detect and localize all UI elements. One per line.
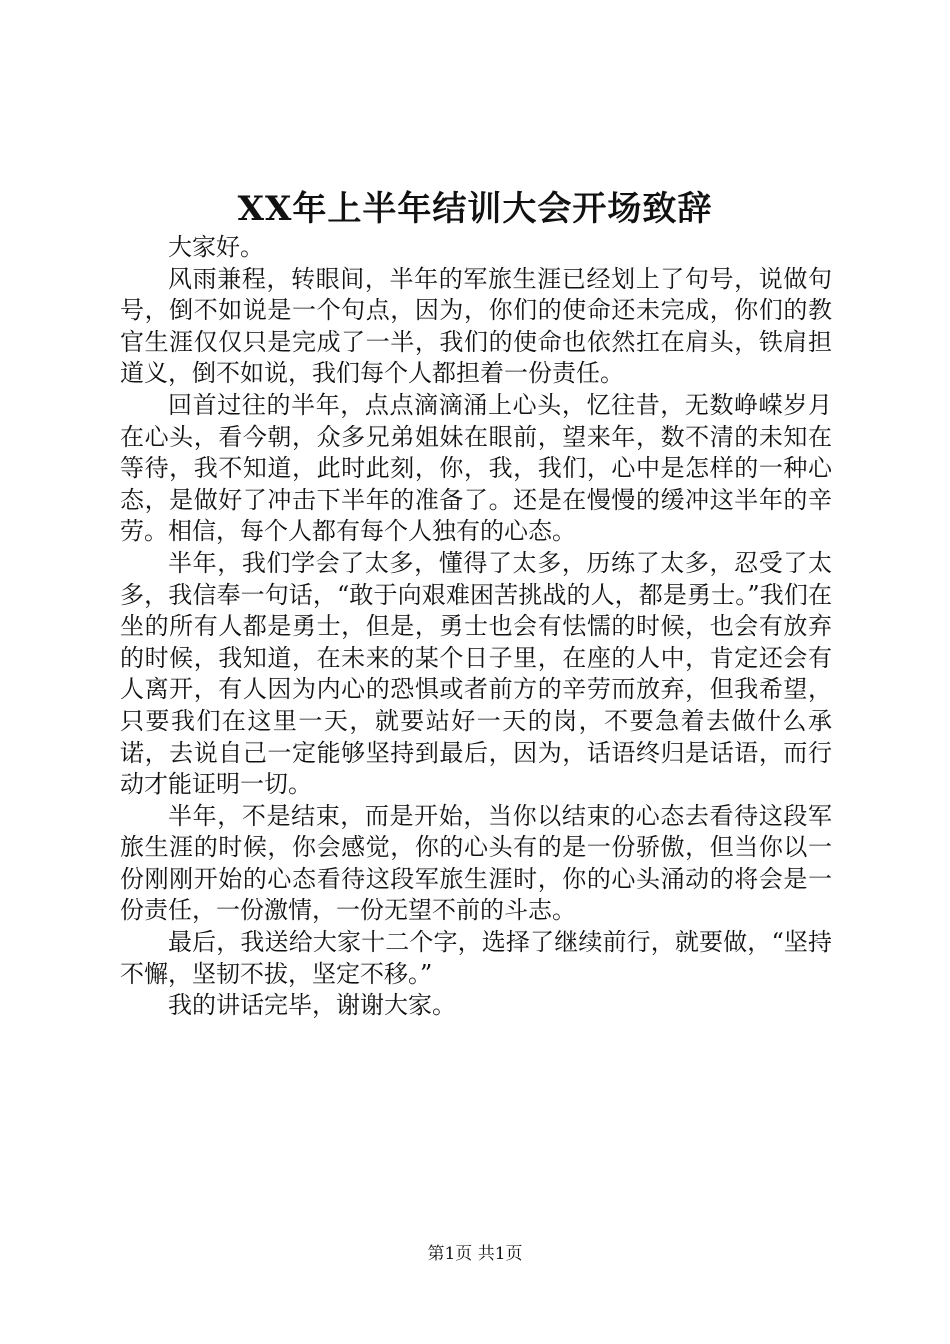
paragraph-1: 风雨兼程，转眼间，半年的军旅生涯已经划上了句号，说做句号，倒不如说是一个句点，因为，你们的使命还未完成，你们的教官生涯仅仅只是完成了一半，我们的使命也依然扛在肩头，铁肩担道义，倒不如说，我们每个人都担着一份责任。 xyxy=(120,264,832,388)
paragraph-4: 半年，不是结束，而是开始，当你以结束的心态去看待这段军旅生涯的时候，你会感觉，你的心头有的是一份骄傲，但当你以一份刚刚开始的心态看待这段军旅生涯时，你的心头涌动的将会是一份责任，一份激情，一份无望不前的斗志。 xyxy=(120,801,832,925)
document-title: XX年上半年结训大会开场致辞 xyxy=(237,189,713,229)
paragraph-greeting: 大家好。 xyxy=(168,233,264,261)
paragraph-2: 回首过往的半年，点点滴滴涌上心头，忆往昔，无数峥嵘岁月在心头，看今朝，众多兄弟姐妹在眼前，望来年，数不清的未知在等待，我不知道，此时此刻，你，我，我们，心中是怎样的一种心态，是做好了冲击下半年的准备了。还是在慢慢的缓冲这半年的辛劳。相信，每个人都有每个人独有的心态。 xyxy=(120,390,832,546)
document-body xyxy=(120,232,832,1022)
paragraph-closing: 我的讲话完毕，谢谢大家。 xyxy=(168,991,456,1020)
paragraph-5: 最后，我送给大家十二个字，选择了继续前行，就要做，“坚持不懈，坚韧不拔，坚定不移。” xyxy=(120,928,832,988)
page-number-footer: 第1页 共1页 xyxy=(427,1244,523,1264)
paragraph-3: 半年，我们学会了太多，懂得了太多，历练了太多，忍受了太多，我信奉一句话，“敢于向艰难困苦挑战的人，都是勇士。”我们在坐的所有人都是勇士，但是，勇士也会有怯懦的时候，也会有放弃的时候，我知道，在未来的某个日子里，在座的人中，肯定还会有人离开，有人因为内心的恐惧或者前方的辛劳而放弃，但我希望，只要我们在这里一天，就要站好一天的岗，不要急着去做什么承诺，去说自己一定能够坚持到最后，因为，话语终归是话语，而行动才能证明一切。 xyxy=(120,548,832,799)
